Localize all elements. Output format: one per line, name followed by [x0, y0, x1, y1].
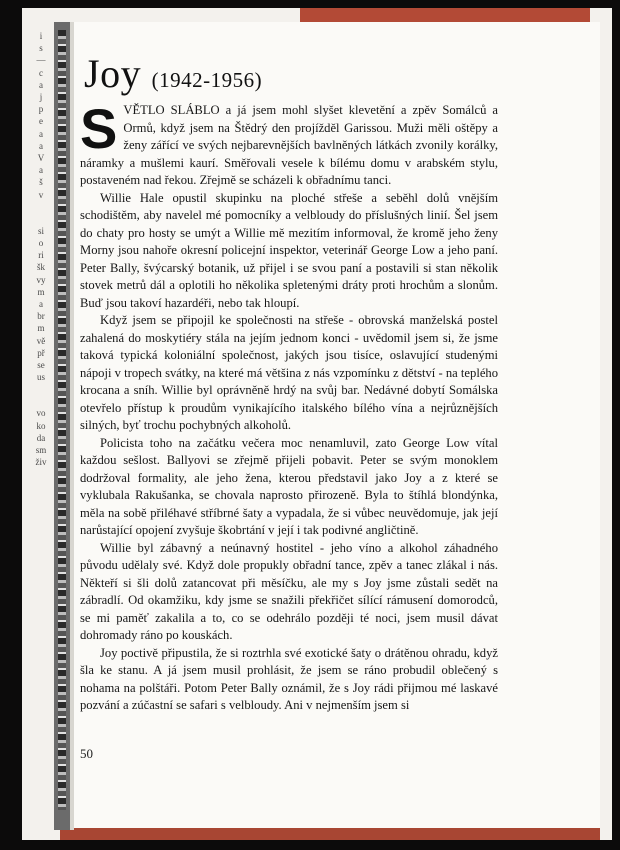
chapter-title-years: (1942-1956) [151, 68, 263, 92]
paragraph: Když jsem se připojil ke společnosti na střeše - obrovská manželská postel zahalená do moskytiéry stála na jejím jednom konci - uvědomil jsem si, že jsme taková typická koloniální společnost, jakých jsou tisíce, oslavující studenými nápoji v tropech svátky, na které má většina z nás vzpomínku z dětství - na teplého krocana a sníh. Willie byl oprávněně hrdý na svůj bar. Nedávné dobytí Somálska otevřelo přístup k proudům vynikajícího italského bílého vína a nejrůznějších silných, byť trochu pochybných alkoholů. [80, 313, 498, 432]
margin-fragment: br [37, 311, 45, 322]
margin-fragment: a [39, 79, 43, 90]
margin-fragment: c [39, 67, 43, 78]
paragraph: Policista toho na začátku večera moc nenamluvil, zato George Low vítal každou sešlost. Ballyovi se zřejmě přijeli pobavit. Peter se svým monoklem dodržoval formality, ale jeho žena, kterou představil jako Joy a z které se vyklubala Rakušanka, se chovala naprosto přirozeně. Byla to štíhlá blondýnka, měla na sobě přiléhavé stříbrné šaty a vypadala, že si vůbec neuvědomuje, jak její narůstající opojení zvyšuje škobrtání v její i tak podivné angličtině. [80, 435, 498, 537]
paragraph: SVĚTLO SLÁBLO a já jsem mohl slyšet klevetění a zpěv Somálců a Ormů, když jsem na Štědrý den projížděl Garissou. Muži měli oštěpy a ženy zářící ve svých nejbarevnějších bavlněných látkách zvonily korálky, náramky a mušlemi kaurí. Směřovali vesele k bílému domu v arabském stylu, postaveném nad řekou. Zřejmě se scházeli k obřadnímu tanci. [80, 97, 498, 187]
drop-cap: S [80, 97, 118, 160]
margin-fragment: p [38, 104, 44, 115]
margin-fragment: m [37, 286, 45, 297]
margin-fragment: j [39, 92, 43, 103]
margin-fragment: a [39, 165, 43, 176]
margin-fragment: vo [36, 408, 46, 419]
margin-fragment: se [37, 360, 45, 371]
margin-fragment: sm [35, 445, 47, 456]
margin-fragment: o [38, 238, 44, 249]
margin-fragment: a [39, 299, 43, 310]
margin-fragment: vy [36, 274, 46, 285]
margin-fragment: ri [38, 250, 44, 261]
margin-fragment: v [38, 189, 44, 200]
margin-fragment: V [37, 153, 45, 164]
margin-fragment: — [36, 55, 46, 66]
book-cover-edge-top [300, 8, 590, 22]
chapter-title [84, 50, 262, 97]
margin-fragment: us [36, 372, 45, 383]
margin-fragment: a [39, 140, 43, 151]
margin-fragment: m [37, 323, 45, 334]
paragraph: Willie Hale opustil skupinku na ploché střeše a seběhl dolů vnějším schodištěm, aby navelel mé pomocníky a velbloudy do příslušných linií. Šel jsem do chaty pro hosty se umýt a Willie mě mezitím informoval, že kromě jeho ženy Morny jsou nahoře okresní policejní inspektor, veterinář George Low a jeho paní. Peter Bally, švýcarský botanik, už přijel i se svou paní a postavili si stan několik stovek metrů dál a oplotili ho několika spletenými dráty proti hrochům a slonům. Buď jsou takoví hazardéři, nebo tak hloupí. [80, 190, 498, 310]
margin-fragment: př [37, 347, 45, 358]
margin-fragment: vě [36, 335, 46, 346]
margin-fragment: si [37, 225, 44, 236]
margin-fragment: e [39, 116, 43, 127]
margin-fragment: da [36, 432, 46, 443]
margin-fragment: š [39, 177, 43, 188]
margin-fragment: a [39, 128, 43, 139]
margin-fragment: ko [36, 420, 46, 431]
margin-fragment: s [39, 43, 43, 54]
paragraph: Joy poctivě připustila, že si roztrhla své exotické šaty o drátěnou ohradu, když šla ke stanu. A já jsem musil prohlásit, že jsem se ráno probudil oblečený s nohama na polštáři. Potom Peter Bally oznámil, že s Joy rádi přijmou mé laskavé pozvání a zúčastní se safari s velbloudy. Ani v nejmenším jsem si [80, 645, 498, 712]
book-cover-edge-bottom [60, 828, 600, 840]
paragraph: Willie byl zábavný a neúnavný hostitel - jeho víno a alkohol záhadného původu udělaly své. Když dole propukly obřadní tance, zpěv a tanec zlákal i nás. Někteří si šli dolů zatancovat při měsíčku, ale my s Joy jsme zůstali sedět na zábradlí. Od okamžiku, kdy jsme se snažili překřičet sílící rámusení domorodců, se mi paměť zakalila a to, co se odehrálo později té noci, jsem musil dávat dohromady ráno po kouskách. [80, 540, 498, 642]
margin-fragment: i [39, 31, 43, 41]
chapter-body [80, 97, 498, 715]
chapter-title-name: Joy [84, 51, 142, 96]
margin-fragment: živ [35, 457, 47, 468]
page-number: 50 [80, 746, 93, 761]
spine-gutter [58, 30, 66, 810]
facing-page-margin-text [28, 30, 54, 670]
margin-fragment: šk [36, 262, 45, 273]
